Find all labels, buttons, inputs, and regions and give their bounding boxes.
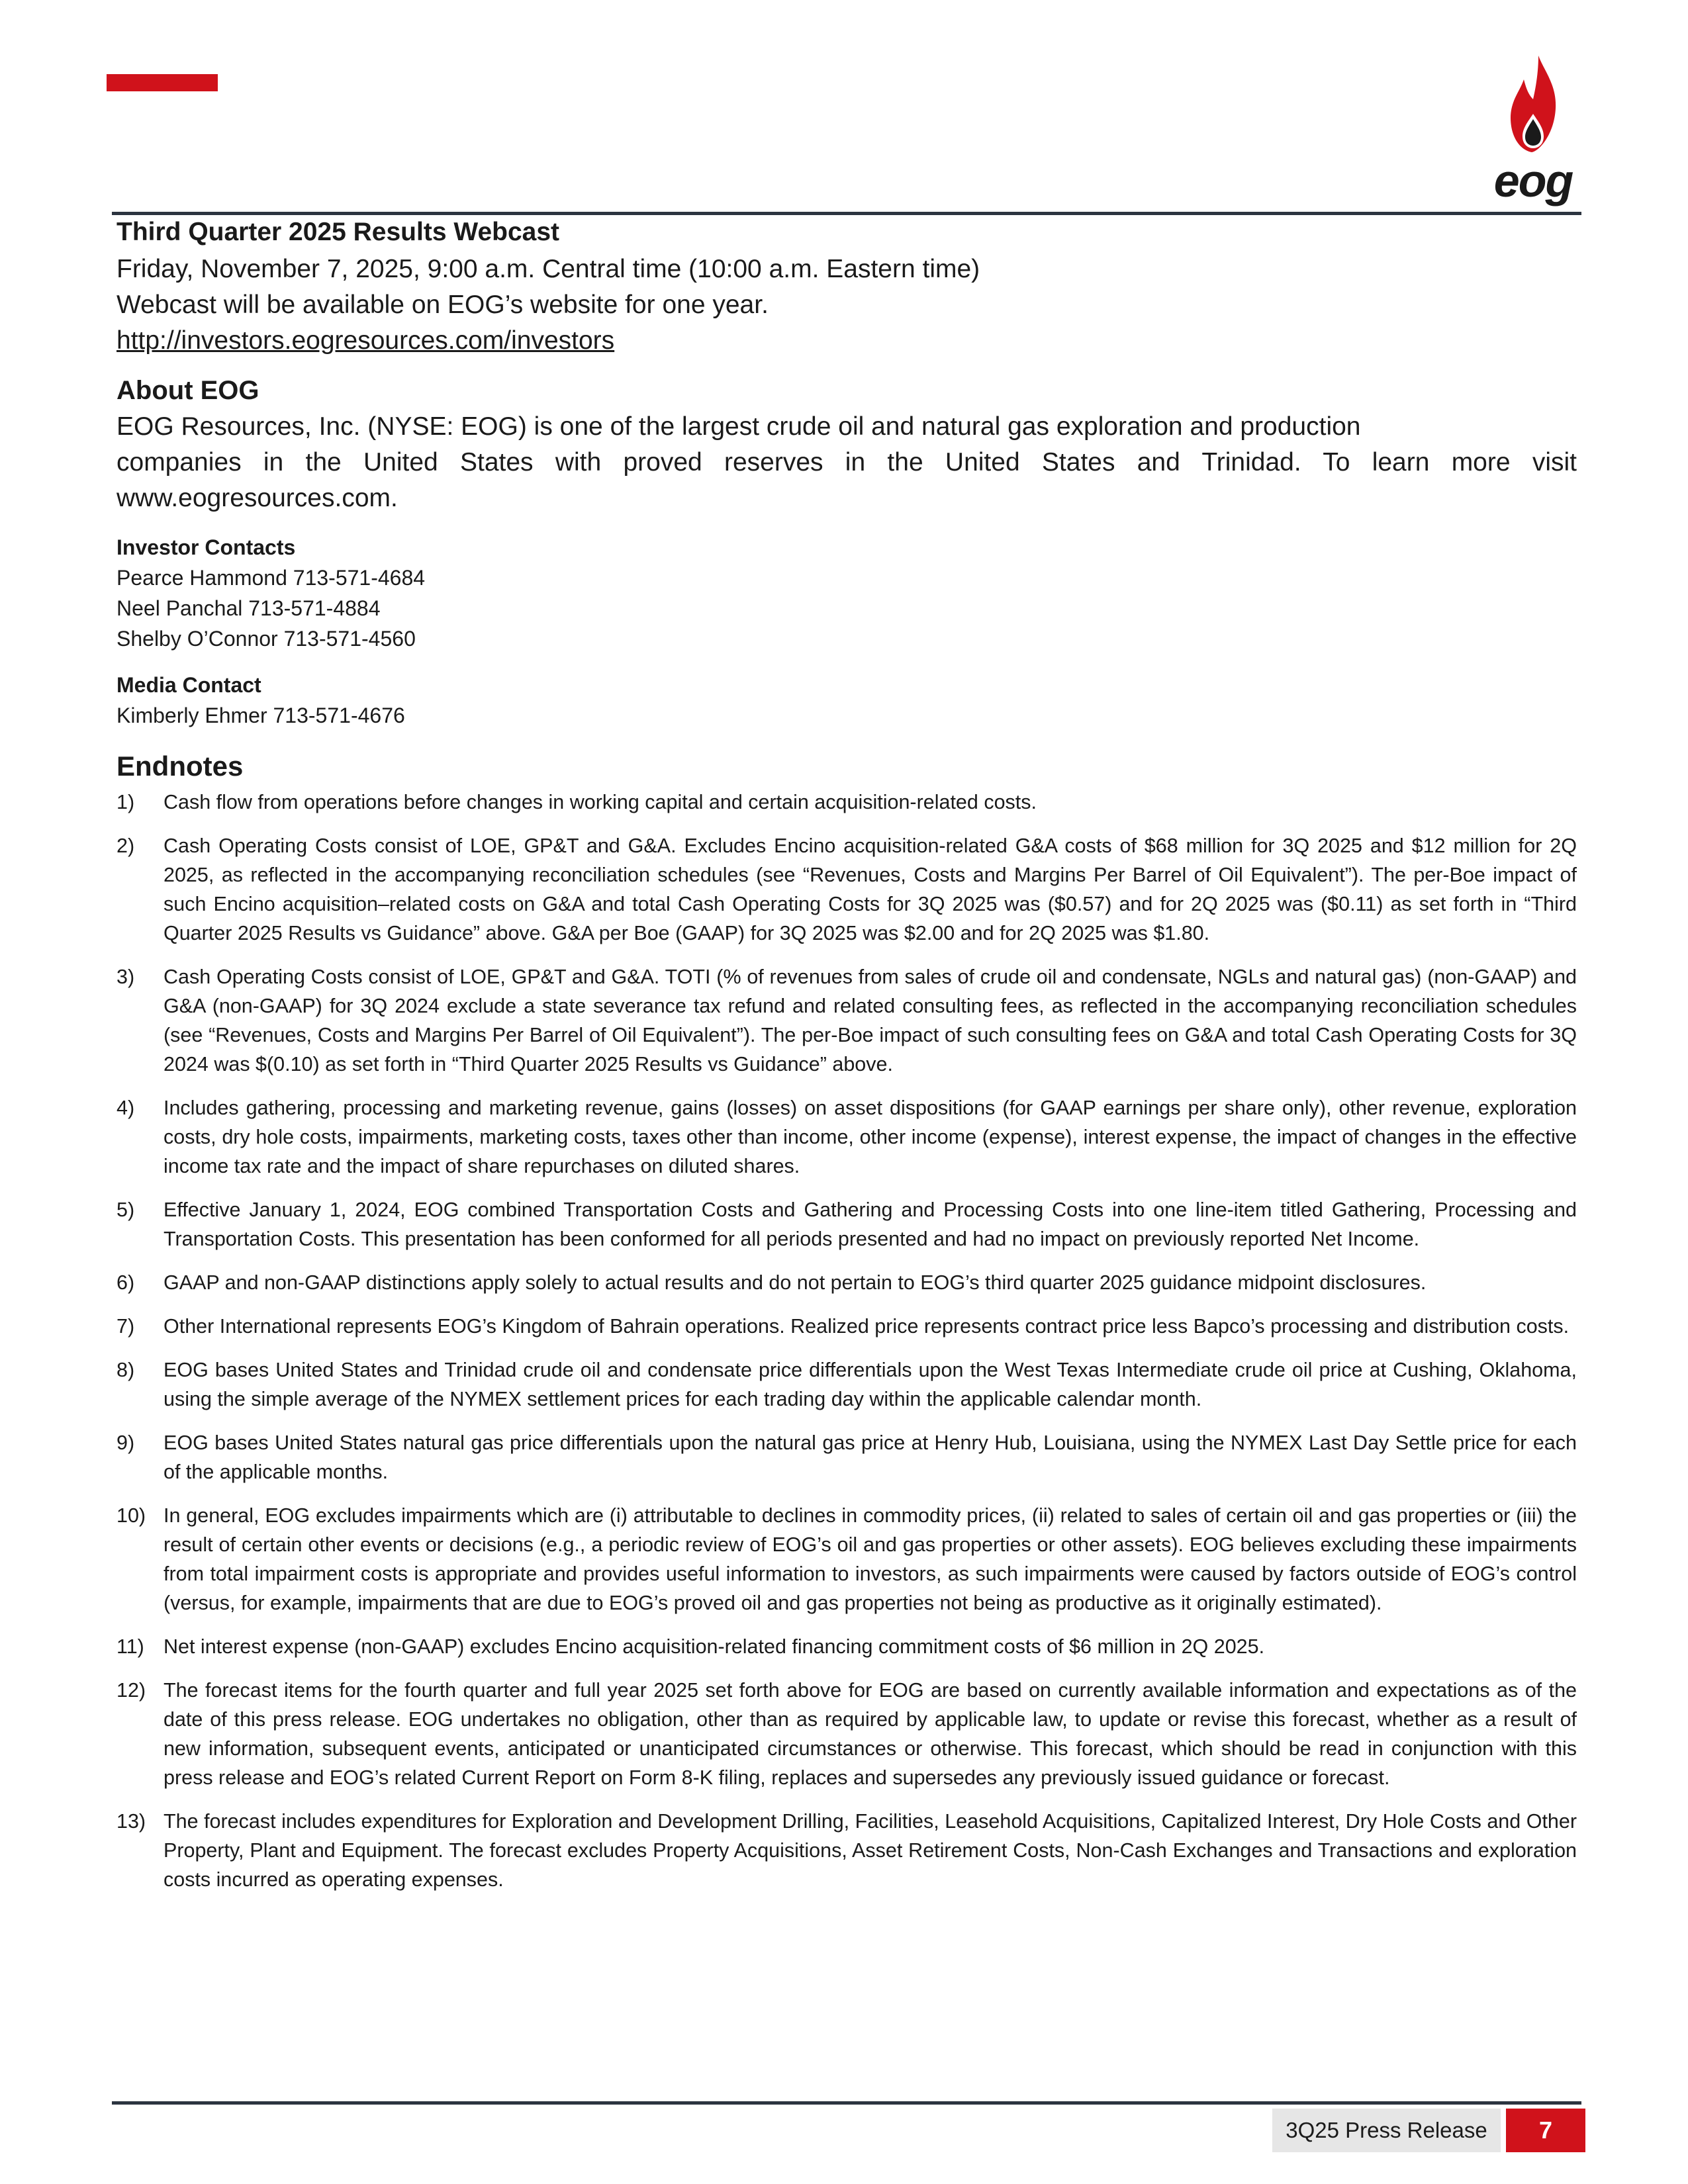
endnote-item <box>117 831 1577 948</box>
endnote-item <box>117 1807 1577 1894</box>
eog-logo <box>1477 53 1589 206</box>
logo-wordmark: eog <box>1493 155 1573 206</box>
endnotes-heading: Endnotes <box>117 751 244 782</box>
endnote-text: Net interest expense (non-GAAP) excludes Encino acquisition-related financing commitment costs of $6 million in 2Q 2025. <box>164 1635 1265 1658</box>
endnote-item <box>117 1312 1577 1341</box>
endnote-text: EOG bases United States and Trinidad crude oil and condensate price differentials upon the West Texas Intermediate crude oil price at Cushing, Oklahoma, using the simple average of the NYMEX settlement prices for each trading day within the applicable calendar month. <box>164 1359 1577 1410</box>
endnote-number: 11) <box>117 1635 144 1658</box>
endnote-text: The forecast includes expenditures for Exploration and Development Drilling, Facilities, Leasehold Acquisitions, Capitalized Interest, Dry Hole Costs and Other Property, Plant and Equipment. The forecast excludes Property Acquisitions, Asset Retirement Costs, Non-Cash Exchanges and Transactions and exploration costs incurred as operating expenses. <box>164 1810 1577 1891</box>
endnote-item <box>117 1195 1577 1253</box>
webcast-availability: Webcast will be available on EOG’s website for one year. <box>117 291 769 319</box>
endnote-text: Other International represents EOG’s Kingdom of Bahrain operations. Realized price represents contract price less Bapco’s processing and distribution costs. <box>164 1315 1570 1338</box>
investor-contact: Neel Panchal 713-571-4884 <box>117 596 381 620</box>
endnote-text: Cash Operating Costs consist of LOE, GP&T and G&A. Excludes Encino acquisition-related G&A costs of $68 million for 3Q 2025 and $12 million for 2Q 2025, as reflected in the accompanying reconciliation schedules (see “Revenues, Costs and Margins Per Barrel of Oil Equivalent”). The per-Boe impact of such Encino acquisition–related costs on G&A and total Cash Operating Costs for 3Q 2025 was ($0.57) and for 2Q 2025 was ($0.11) as set forth in “Third Quarter 2025 Results vs Guidance” above. G&A per Boe (GAAP) for 3Q 2025 was $2.00 and for 2Q 2025 was $1.80. <box>164 835 1577 944</box>
endnote-number: 1) <box>117 791 135 813</box>
endnote-number: 3) <box>117 966 135 988</box>
endnote-item <box>117 962 1577 1079</box>
endnote-number: 7) <box>117 1315 135 1338</box>
footer-rule <box>112 2101 1581 2105</box>
flame-drop-icon <box>1509 53 1557 154</box>
endnote-text: The forecast items for the fourth quarter and full year 2025 set forth above for EOG are based on currently available information and expectations as of the date of this press release. EOG undertakes no obligation, other than as required by applicable law, to update or revise this forecast, whether as a result of new information, subsequent events, anticipated or unanticipated circumstances or otherwise. This forecast, which should be read in conjunction with this press release and EOG’s related Current Report on Form 8-K filing, replaces and supersedes any previously issued guidance or forecast. <box>164 1679 1577 1789</box>
endnotes-list <box>117 788 1577 1894</box>
endnote-item <box>117 1093 1577 1181</box>
endnote-number: 5) <box>117 1199 135 1221</box>
media-contact-heading: Media Contact <box>117 673 261 697</box>
endnote-number: 9) <box>117 1432 135 1454</box>
endnote-item <box>117 1501 1577 1617</box>
endnote-text: EOG bases United States natural gas price differentials upon the natural gas price at Henry Hub, Louisiana, using the NYMEX Last Day Settle price for each of the applicable months. <box>164 1432 1577 1483</box>
endnote-number: 6) <box>117 1271 135 1294</box>
about-heading: About EOG <box>117 376 259 405</box>
header-accent-bar <box>107 74 218 91</box>
endnote-number: 4) <box>117 1097 135 1119</box>
endnote-number: 13) <box>117 1810 146 1833</box>
endnote-text: Cash Operating Costs consist of LOE, GP&T and G&A. TOTI (% of revenues from sales of crude oil and condensate, NGLs and natural gas) (non-GAAP) and G&A (non-GAAP) for 3Q 2024 exclude a state severance tax refund and related consulting fees, as reflected in the accompanying reconciliation schedules (see “Revenues, Costs and Margins Per Barrel of Oil Equivalent”). The per-Boe impact of such consulting fees on G&A and total Cash Operating Costs for 3Q 2024 was $(0.10) as set forth in “Third Quarter 2025 Results vs Guidance” above. <box>164 966 1577 1075</box>
endnote-text: GAAP and non-GAAP distinctions apply solely to actual results and do not pertain to EOG’s third quarter 2025 guidance midpoint disclosures. <box>164 1271 1427 1294</box>
footer-label: 3Q25 Press Release <box>1272 2109 1501 2152</box>
webcast-title: Third Quarter 2025 Results Webcast <box>117 218 560 246</box>
page-number: 7 <box>1506 2109 1585 2152</box>
endnote-text: In general, EOG excludes impairments which are (i) attributable to declines in commodity prices, (ii) related to sales of certain oil and gas properties or (iii) the result of certain other events or decisions (e.g., a periodic review of EOG’s oil and gas properties or other assets). EOG believes excluding these impairments from total impairment costs is appropriate and provides useful information to investors, as such impairments were caused by factors outside of EOG’s control (versus, for example, impairments that are due to EOG’s proved oil and gas properties not being as productive as it originally estimated). <box>164 1504 1577 1614</box>
endnote-item <box>117 1632 1577 1661</box>
endnote-number: 2) <box>117 835 135 857</box>
investor-contacts-heading: Investor Contacts <box>117 535 296 559</box>
about-paragraph <box>117 409 1577 516</box>
webcast-link[interactable]: http://investors.eogresources.com/investors <box>117 326 615 355</box>
endnote-text: Effective January 1, 2024, EOG combined Transportation Costs and Gathering and Processing Costs into one line-item titled Gathering, Processing and Transportation Costs. This presentation has been conformed for all periods presented and had no impact on previously reported Net Income. <box>164 1199 1577 1250</box>
endnote-text: Includes gathering, processing and marketing revenue, gains (losses) on asset dispositions (for GAAP earnings per share only), other revenue, exploration costs, dry hole costs, impairments, marketing costs, taxes other than income, other income (expense), interest expense, the impact of changes in the effective income tax rate and the impact of share repurchases on diluted shares. <box>164 1097 1577 1177</box>
investor-contact: Pearce Hammond 713-571-4684 <box>117 566 426 590</box>
endnote-item <box>117 1428 1577 1486</box>
webcast-datetime: Friday, November 7, 2025, 9:00 a.m. Central time (10:00 a.m. Eastern time) <box>117 255 980 283</box>
page-content <box>117 213 1577 1909</box>
about-line-2: companies in the United States with proved reserves in the United States and Trinidad. To learn more visit www.eogresources.com. <box>117 448 1577 512</box>
endnote-number: 8) <box>117 1359 135 1381</box>
endnote-text: Cash flow from operations before changes in working capital and certain acquisition-related costs. <box>164 791 1037 813</box>
investor-contact: Shelby O’Connor 713-571-4560 <box>117 627 416 651</box>
endnote-item <box>117 1676 1577 1792</box>
endnote-item <box>117 1268 1577 1297</box>
endnote-number: 10) <box>117 1504 146 1527</box>
endnote-item <box>117 788 1577 817</box>
endnote-item <box>117 1355 1577 1414</box>
endnote-number: 12) <box>117 1679 146 1702</box>
media-contact: Kimberly Ehmer 713-571-4676 <box>117 704 405 727</box>
about-line-1: EOG Resources, Inc. (NYSE: EOG) is one of the largest crude oil and natural gas exploration and production <box>117 412 1361 441</box>
